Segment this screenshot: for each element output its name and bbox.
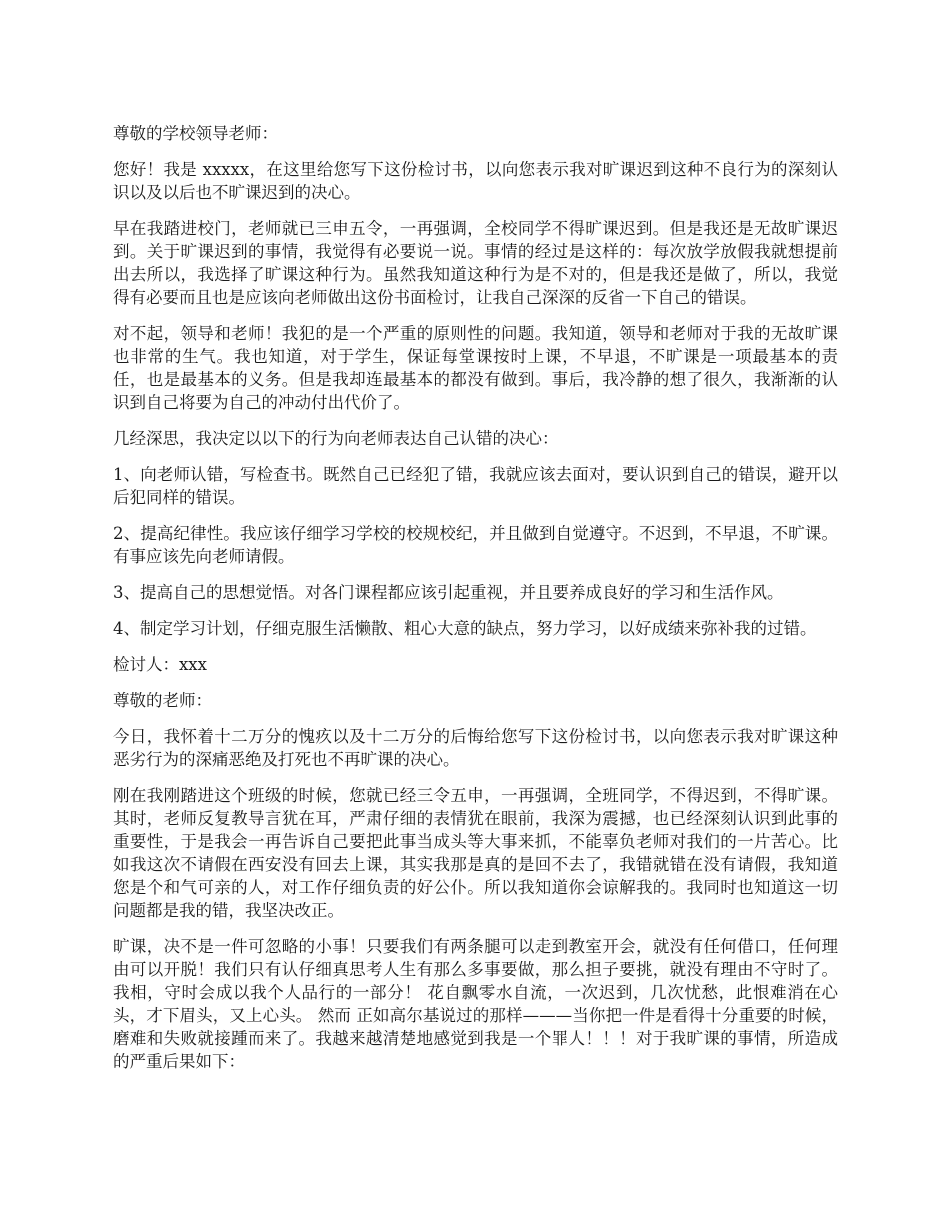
apology-paragraph: 对不起，领导和老师！我犯的是一个严重的原则性的问题。我知道，领导和老师对于我的无故旷课也非常的生气。我也知道，对于学生，保证每堂课按时上课，不早退，不旷课是一项最基本的责任，也是最基本的义务。但是我却连最基本的都没有做到。事后，我冷静的想了很久，我渐渐的认识到自己将要为自己的冲动付出代价了。 xyxy=(113,324,838,412)
resolution-intro: 几经深思，我决定以以下的行为向老师表达自己认错的决心： xyxy=(113,429,559,448)
resolution-item-3: 3、提高自己的思想觉悟。对各门课程都应该引起重视，并且要养成良好的学习和生活作风。 xyxy=(113,583,784,602)
resolution-item-4: 4、制定学习计划，仔细克服生活懒散、粗心大意的缺点，努力学习，以好成绩来弥补我的过错。 xyxy=(113,619,817,638)
greeting-paragraph: 您好！我是 xxxxx，在这里给您写下这份检讨书，以向您表示我对旷课迟到这种不良行为的深刻认识以及以后也不旷课迟到的决心。 xyxy=(113,160,838,202)
opening-paragraph: 今日，我怀着十二万分的愧疚以及十二万分的后悔给您写下这份检讨书，以向您表示我对旷课这种恶劣行为的深痛恶绝及打死也不再旷课的决心。 xyxy=(113,727,838,769)
class-rules-paragraph: 刚在我刚踏进这个班级的时候，您就已经三令五申，一再强调，全班同学，不得迟到，不得旷课。其时，老师反复教导言犹在耳，严肃仔细的表情犹在眼前，我深为震撼，也已经深刻认识到此事的重要性，于是我会一再告诉自己要把此事当成头等大事来抓，不能辜负老师对我们的一片苦心。比如我这次不请假在西安没有回去上课，其实我那是真的是回不去了，我错就错在没有请假，我知道您是个和气可亲的人，对工作仔细负责的好公仆。所以我知道你会谅解我的。我同时也知道这一切问题都是我的错，我坚决改正。 xyxy=(113,786,838,920)
resolution-item-2: 2、提高纪律性。我应该仔细学习学校的校规校纪，并且做到自觉遵守。不迟到，不早退，不旷课。有事应该先向老师请假。 xyxy=(113,524,838,566)
signature-line: 检讨人：xxx xyxy=(113,655,207,674)
background-paragraph: 早在我踏进校门，老师就已三申五令，一再强调，全校同学不得旷课迟到。但是我还是无故旷课迟到。关于旷课迟到的事情，我觉得有必要说一说。事情的经过是这样的：每次放学放假我就想提前出去所以，我选择了旷课这种行为。虽然我知道这种行为是不对的，但是我还是做了，所以，我觉得有必要而且也是应该向老师做出这份书面检讨，让我自己深深的反省一下自己的错误。 xyxy=(113,219,838,307)
resolution-item-1: 1、向老师认错，写检查书。既然自己已经犯了错，我就应该去面对，要认识到自己的错误，避开以后犯同样的错误。 xyxy=(113,465,838,507)
salutation-teacher: 尊敬的老师： xyxy=(113,691,212,710)
reflection-paragraph: 旷课，决不是一件可忽略的小事！只要我们有两条腿可以走到教室开会，就没有任何借口，任何理由可以开脱！我们只有认仔细真思考人生有那么多事要做，那么担子要挑，就没有理由不守时了。我相，守时会成以我个人品行的一部分！ 花自飘零水自流，一次迟到，几次忧愁，此恨难消在心头，才下眉头，又上心头。 然而 正如高尔基说过的那样———当你把一件是看得十分重要的时候，磨难和失败就接踵而来了。我越来越清楚地感觉到我是一个罪人！！！对于我旷课的事情，所造成的严重后果如下： xyxy=(113,937,838,1071)
salutation-school: 尊敬的学校领导老师： xyxy=(113,124,278,143)
